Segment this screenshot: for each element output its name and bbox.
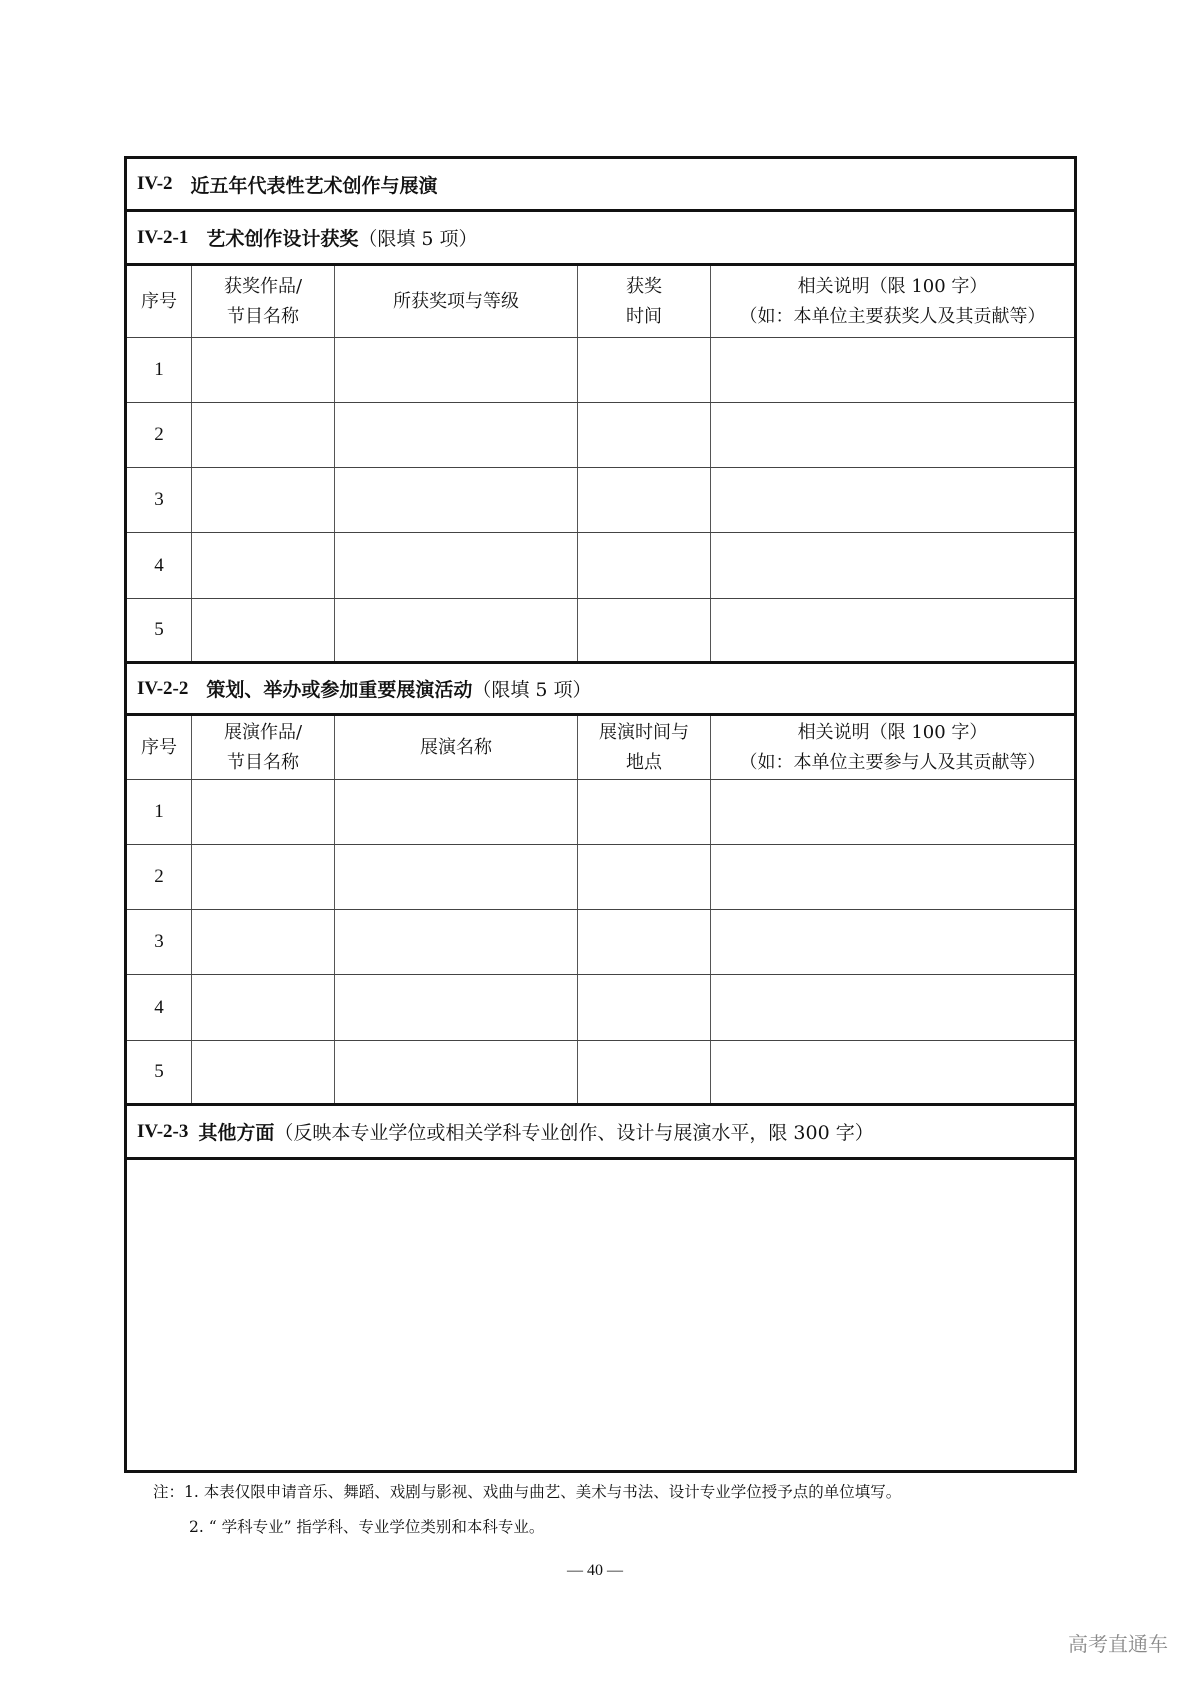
section-code: IV-2-3 [137,1120,189,1142]
cell-time-place[interactable] [578,910,711,974]
section-note: （限填 5 项） [358,228,478,250]
row-index: 2 [127,403,192,467]
table-row [127,338,1074,403]
cell-description[interactable] [711,975,1074,1040]
row-index: 5 [127,599,192,661]
cell-work-name[interactable] [192,780,335,844]
cell-award-level[interactable] [335,338,578,402]
exhibitions-table-header [127,716,1074,780]
cell-work-name[interactable] [192,533,335,598]
other-aspects-text-area[interactable] [127,1163,1074,1470]
row-index: 3 [127,910,192,974]
cell-work-name[interactable] [192,599,335,661]
cell-work-name[interactable] [192,975,335,1040]
cell-time-place[interactable] [578,975,711,1040]
cell-work-name[interactable] [192,1041,335,1103]
cell-award-level[interactable] [335,533,578,598]
cell-award-level[interactable] [335,599,578,661]
section-heading-main [127,159,1074,212]
section-title: 近五年代表性艺术创作与展演 [190,174,438,197]
cell-award-time[interactable] [578,533,711,598]
section-code: IV-2-2 [137,677,189,699]
section-code: IV-2 [137,173,173,194]
header-cell-index: 序号 [127,716,192,779]
row-index: 2 [127,845,192,909]
cell-description[interactable] [711,910,1074,974]
row-index: 4 [127,533,192,598]
header-cell-award-time: 获奖 时间 [578,266,711,337]
cell-exhibition-name[interactable] [335,1041,578,1103]
table-row [127,910,1074,975]
row-index: 5 [127,1041,192,1103]
cell-award-time[interactable] [578,403,711,467]
cell-description[interactable] [711,780,1074,844]
section-title: 其他方面 [198,1122,275,1144]
header-cell-description: 相关说明（限 100 字） （如：本单位主要获奖人及其贡献等） [739,275,1046,327]
cell-description[interactable] [711,533,1074,598]
section-heading-awards [127,212,1074,266]
section-title: 艺术创作设计获奖 [206,228,359,250]
header-cell-work-name: 获奖作品/ 节目名称 [192,266,335,337]
table-row [127,780,1074,845]
cell-time-place[interactable] [578,845,711,909]
table-row [127,975,1074,1041]
cell-time-place[interactable] [578,780,711,844]
table-row [127,403,1074,468]
section-note: （反映本专业学位或相关学科专业创作、设计与展演水平，限 300 字） [274,1122,874,1144]
row-index: 3 [127,468,192,532]
row-index: 1 [127,780,192,844]
exhibitions-table [127,716,1074,1106]
cell-description[interactable] [711,845,1074,909]
form-table [124,156,1077,1473]
cell-description[interactable] [711,403,1074,467]
cell-award-time[interactable] [578,599,711,661]
cell-exhibition-name[interactable] [335,780,578,844]
cell-exhibition-name[interactable] [335,845,578,909]
section-note: （限填 5 项） [472,679,592,701]
table-row [127,1041,1074,1106]
header-cell-work-name: 展演作品/ 节目名称 [192,716,335,779]
header-cell-award-level: 所获奖项与等级 [335,266,578,337]
awards-table-header [127,266,1074,338]
page-number: — 40 — [567,1562,623,1579]
cell-description[interactable] [711,599,1074,661]
row-index: 1 [127,338,192,402]
cell-description[interactable] [711,1041,1074,1103]
cell-award-level[interactable] [335,468,578,532]
section-title: 策划、举办或参加重要展演活动 [206,679,473,701]
section-heading-other [127,1106,1074,1160]
footnotes [153,1475,901,1545]
header-cell-exhibition-name: 展演名称 [335,716,578,779]
cell-award-time[interactable] [578,338,711,402]
cell-exhibition-name[interactable] [335,975,578,1040]
cell-time-place[interactable] [578,1041,711,1103]
header-cell-description: 相关说明（限 100 字） （如：本单位主要参与人及其贡献等） [739,721,1046,773]
cell-description[interactable] [711,338,1074,402]
cell-work-name[interactable] [192,338,335,402]
table-row [127,845,1074,910]
cell-work-name[interactable] [192,910,335,974]
watermark: 高考直通车 [1068,1632,1168,1656]
cell-work-name[interactable] [192,468,335,532]
cell-award-time[interactable] [578,468,711,532]
header-cell-time-place: 展演时间与 地点 [578,716,711,779]
footnote-1: 注：1. 本表仅限申请音乐、舞蹈、戏剧与影视、戏曲与曲艺、美术与书法、设计专业学位授予点的单位填写。 [153,1483,902,1501]
cell-exhibition-name[interactable] [335,910,578,974]
table-row [127,599,1074,664]
awards-table [127,266,1074,664]
cell-work-name[interactable] [192,403,335,467]
table-row [127,468,1074,533]
row-index: 4 [127,975,192,1040]
section-heading-exhibitions [127,664,1074,716]
cell-description[interactable] [711,468,1074,532]
footnote-2: 2. “ 学科专业” 指学科、专业学位类别和本科专业。 [189,1518,545,1536]
header-cell-index: 序号 [127,266,192,337]
cell-work-name[interactable] [192,845,335,909]
section-code: IV-2-1 [137,226,189,248]
table-row [127,533,1074,599]
cell-award-level[interactable] [335,403,578,467]
